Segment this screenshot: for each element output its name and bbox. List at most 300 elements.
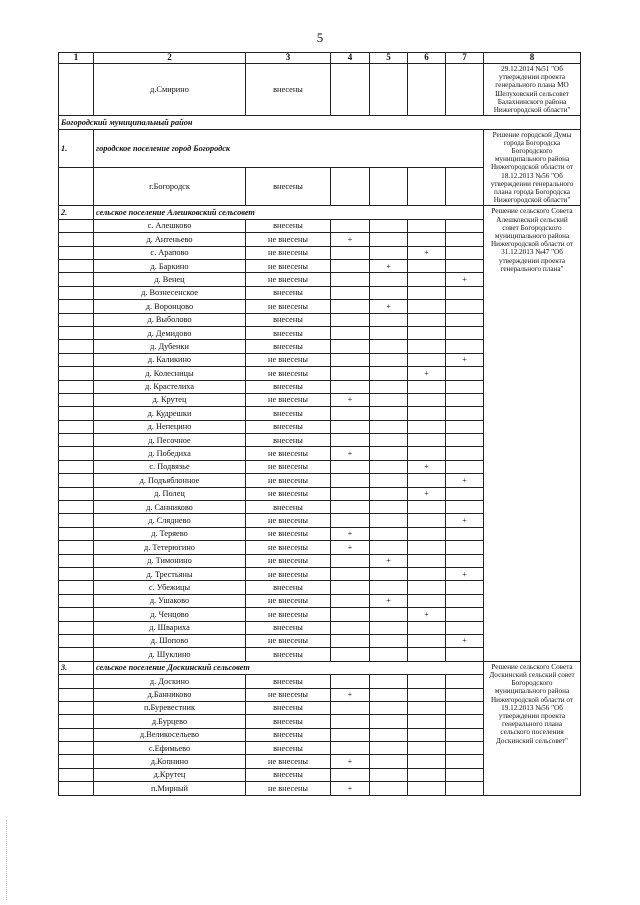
plus-mark xyxy=(370,326,408,339)
plus-mark xyxy=(408,273,446,286)
plus-mark xyxy=(446,487,484,500)
settlement-status: не внесены xyxy=(246,487,331,500)
section-header-row xyxy=(59,206,581,219)
row-number-cell xyxy=(59,782,94,795)
plus-mark xyxy=(408,541,446,554)
plus-mark xyxy=(408,688,446,701)
plus-mark xyxy=(370,501,408,514)
plus-mark xyxy=(408,420,446,433)
plus-mark xyxy=(446,460,484,473)
column-number-row xyxy=(59,53,581,64)
mark-cell xyxy=(331,64,370,116)
settlement-name: д. Теряево xyxy=(94,527,246,540)
settlement-status: не внесены xyxy=(246,300,331,313)
plus-mark xyxy=(408,300,446,313)
plus-mark xyxy=(446,594,484,607)
column-header: 4 xyxy=(331,53,370,64)
plus-mark: + xyxy=(408,246,446,259)
row-number-cell xyxy=(59,300,94,313)
plus-mark xyxy=(331,246,370,259)
plus-mark xyxy=(370,728,408,741)
plus-mark xyxy=(408,393,446,406)
plus-mark xyxy=(446,434,484,447)
section-title: сельское поселение Доскинский сельсовет xyxy=(94,661,484,674)
plus-mark xyxy=(331,300,370,313)
plus-mark: + xyxy=(331,755,370,768)
settlement-name: д.Копнино xyxy=(94,755,246,768)
column-header: 5 xyxy=(370,53,408,64)
plus-mark xyxy=(331,554,370,567)
column-header: 6 xyxy=(408,53,446,64)
row-number-cell xyxy=(59,715,94,728)
row-number-cell xyxy=(59,742,94,755)
plus-mark xyxy=(370,527,408,540)
settlement-name: д. Шуклино xyxy=(94,648,246,661)
plus-mark xyxy=(446,581,484,594)
settlement-status: внесены xyxy=(246,219,331,232)
plus-mark: + xyxy=(408,460,446,473)
plus-mark xyxy=(370,581,408,594)
plus-mark xyxy=(331,594,370,607)
table-row xyxy=(59,64,581,116)
settlement-name: с.Ефимьево xyxy=(94,742,246,755)
plus-mark xyxy=(408,313,446,326)
plus-mark xyxy=(331,286,370,299)
section-title: сельское поселение Алешковский сельсовет xyxy=(94,206,484,219)
row-number-cell xyxy=(59,581,94,594)
plus-mark xyxy=(370,367,408,380)
plus-mark xyxy=(446,675,484,688)
plus-mark xyxy=(370,340,408,353)
plus-mark xyxy=(370,742,408,755)
plus-mark: + xyxy=(370,260,408,273)
settlement-name: д. Полец xyxy=(94,487,246,500)
section-number: 1. xyxy=(59,129,94,167)
settlement-status: внесены xyxy=(246,313,331,326)
scan-edge-mark xyxy=(6,820,9,900)
mark-cell xyxy=(370,64,408,116)
row-number-cell xyxy=(59,768,94,781)
plus-mark xyxy=(331,501,370,514)
plus-mark xyxy=(370,168,408,206)
mark-cell xyxy=(446,64,484,116)
plus-mark xyxy=(408,527,446,540)
settlement-name: д. Песочное xyxy=(94,434,246,447)
settlement-name: д. Трестьяны xyxy=(94,567,246,580)
plus-mark xyxy=(408,514,446,527)
row-number-cell xyxy=(59,326,94,339)
settlement-name: д. Крутец xyxy=(94,393,246,406)
settlement-status: не внесены xyxy=(246,541,331,554)
row-number-cell xyxy=(59,621,94,634)
settlement-name: д. Непецино xyxy=(94,420,246,433)
plus-mark xyxy=(331,514,370,527)
plus-mark xyxy=(446,286,484,299)
row-number-cell xyxy=(59,688,94,701)
plus-mark xyxy=(446,168,484,206)
row-number-cell xyxy=(59,353,94,366)
row-number-cell xyxy=(59,487,94,500)
settlement-name: д. Сляднево xyxy=(94,514,246,527)
row-number-cell xyxy=(59,420,94,433)
row-number-cell xyxy=(59,393,94,406)
settlement-status: внесены xyxy=(246,715,331,728)
settlement-status: не внесены xyxy=(246,233,331,246)
plus-mark xyxy=(331,742,370,755)
plus-mark xyxy=(370,393,408,406)
settlement-name: д. Баркино xyxy=(94,260,246,273)
row-number-cell xyxy=(59,701,94,714)
settlement-status: не внесены xyxy=(246,755,331,768)
plus-mark: + xyxy=(446,474,484,487)
settlement-name: д. Санниково xyxy=(94,501,246,514)
section-number: 2. xyxy=(59,206,94,219)
plus-mark xyxy=(408,782,446,795)
plus-mark xyxy=(331,675,370,688)
plus-mark xyxy=(331,168,370,206)
plus-mark xyxy=(408,675,446,688)
plus-mark xyxy=(331,420,370,433)
settlement-status: внесены xyxy=(246,326,331,339)
settlement-name: д.Крутец xyxy=(94,768,246,781)
plus-mark xyxy=(331,487,370,500)
settlement-status: не внесены xyxy=(246,554,331,567)
plus-mark xyxy=(446,742,484,755)
plus-mark xyxy=(408,286,446,299)
settlement-status: внесены xyxy=(246,380,331,393)
settlement-status: внесены xyxy=(246,768,331,781)
plus-mark xyxy=(370,634,408,647)
settlement-status: не внесены xyxy=(246,608,331,621)
settlement-status: внесены xyxy=(246,581,331,594)
settlement-name: д. Антеньево xyxy=(94,233,246,246)
settlement-status: внесены xyxy=(246,286,331,299)
plus-mark xyxy=(331,407,370,420)
plus-mark xyxy=(408,755,446,768)
plus-mark xyxy=(370,286,408,299)
settlement-name: д. Дубенки xyxy=(94,340,246,353)
plus-mark xyxy=(370,675,408,688)
plus-mark xyxy=(446,701,484,714)
row-number-cell xyxy=(59,447,94,460)
settlements-table xyxy=(58,52,581,796)
plus-mark xyxy=(446,541,484,554)
plus-mark xyxy=(408,742,446,755)
settlement-name: д. Тимонино xyxy=(94,554,246,567)
plus-mark xyxy=(408,715,446,728)
row-number-cell xyxy=(59,380,94,393)
row-number-cell xyxy=(59,273,94,286)
settlement-name: д. Кудрешки xyxy=(94,407,246,420)
settlement-name: д. Воронцово xyxy=(94,300,246,313)
settlement-status: не внесены xyxy=(246,353,331,366)
row-number-cell xyxy=(59,434,94,447)
settlement-name: д. Доскино xyxy=(94,675,246,688)
section-header-row xyxy=(59,661,581,674)
plus-mark: + xyxy=(446,514,484,527)
plus-mark xyxy=(446,420,484,433)
plus-mark xyxy=(370,407,408,420)
settlement-name: д. Шопово xyxy=(94,634,246,647)
plus-mark xyxy=(446,527,484,540)
row-number-cell xyxy=(59,460,94,473)
plus-mark xyxy=(370,487,408,500)
plus-mark xyxy=(331,340,370,353)
settlement-status: не внесены xyxy=(246,260,331,273)
plus-mark xyxy=(446,621,484,634)
row-number-cell xyxy=(59,675,94,688)
decision-text: Решение городской Думы города Богородска Богородского муниципального района Нижегородской области от 18.12.2013 №56 "Об утверждении генерального плана города Богородска Нижегородской области" xyxy=(484,129,581,206)
plus-mark xyxy=(370,474,408,487)
settlement-status: не внесены xyxy=(246,634,331,647)
settlement-status: внесены xyxy=(246,648,331,661)
column-header: 3 xyxy=(246,53,331,64)
section-header-row xyxy=(59,129,581,167)
mark-cell xyxy=(408,64,446,116)
plus-mark xyxy=(370,353,408,366)
settlement-status: не внесены xyxy=(246,447,331,460)
settlement-name: д. Тетерюгино xyxy=(94,541,246,554)
row-number-cell xyxy=(59,407,94,420)
plus-mark xyxy=(370,460,408,473)
plus-mark: + xyxy=(408,608,446,621)
settlement-name: с. Арапово xyxy=(94,246,246,259)
plus-mark xyxy=(446,367,484,380)
plus-mark xyxy=(446,648,484,661)
plus-mark xyxy=(408,233,446,246)
plus-mark xyxy=(331,648,370,661)
settlement-status: внесены xyxy=(246,742,331,755)
plus-mark xyxy=(446,501,484,514)
plus-mark xyxy=(331,768,370,781)
row-number-cell xyxy=(59,728,94,741)
section-number: 3. xyxy=(59,661,94,674)
plus-mark: + xyxy=(331,541,370,554)
plus-mark xyxy=(331,634,370,647)
plus-mark: + xyxy=(370,554,408,567)
plus-mark xyxy=(408,648,446,661)
plus-mark xyxy=(370,420,408,433)
settlement-status: внесены xyxy=(246,728,331,741)
row-number-cell xyxy=(59,594,94,607)
plus-mark xyxy=(331,273,370,286)
plus-mark xyxy=(370,782,408,795)
settlement-status: внесены xyxy=(246,340,331,353)
plus-mark xyxy=(446,554,484,567)
settlement-name: д.Великосельево xyxy=(94,728,246,741)
row-number-cell xyxy=(59,246,94,259)
plus-mark xyxy=(331,567,370,580)
row-number-cell xyxy=(59,168,94,206)
plus-mark xyxy=(331,608,370,621)
row-number-cell xyxy=(59,554,94,567)
settlement-name: д.Смирино xyxy=(94,64,246,116)
settlement-name: с. Подвязье xyxy=(94,460,246,473)
row-number-cell xyxy=(59,474,94,487)
plus-mark: + xyxy=(446,634,484,647)
plus-mark xyxy=(331,581,370,594)
plus-mark: + xyxy=(446,567,484,580)
plus-mark xyxy=(408,260,446,273)
plus-mark xyxy=(331,313,370,326)
plus-mark xyxy=(408,728,446,741)
plus-mark xyxy=(408,219,446,232)
settlement-status: внесены xyxy=(246,168,331,206)
plus-mark xyxy=(331,701,370,714)
row-number-cell xyxy=(59,755,94,768)
settlement-name: д. Вознесенское xyxy=(94,286,246,299)
settlement-name: д. Крастелиха xyxy=(94,380,246,393)
plus-mark xyxy=(331,715,370,728)
column-header: 2 xyxy=(94,53,246,64)
plus-mark xyxy=(446,246,484,259)
plus-mark xyxy=(446,313,484,326)
column-header: 8 xyxy=(484,53,581,64)
plus-mark xyxy=(408,621,446,634)
plus-mark xyxy=(446,608,484,621)
settlement-status: внесены xyxy=(246,501,331,514)
plus-mark xyxy=(370,219,408,232)
plus-mark xyxy=(408,701,446,714)
plus-mark xyxy=(408,407,446,420)
settlement-name: д. Демидово xyxy=(94,326,246,339)
plus-mark xyxy=(446,447,484,460)
plus-mark xyxy=(446,219,484,232)
row-number-cell xyxy=(59,219,94,232)
row-number-cell xyxy=(59,501,94,514)
plus-mark xyxy=(370,648,408,661)
plus-mark: + xyxy=(331,782,370,795)
row-number-cell xyxy=(59,340,94,353)
plus-mark xyxy=(331,367,370,380)
settlement-name: д.Банниково xyxy=(94,688,246,701)
settlement-status: не внесены xyxy=(246,367,331,380)
settlement-status: внесены xyxy=(246,64,331,116)
plus-mark xyxy=(370,621,408,634)
row-number-cell xyxy=(59,233,94,246)
settlement-name: д. Венец xyxy=(94,273,246,286)
row-number-cell xyxy=(59,648,94,661)
plus-mark xyxy=(331,380,370,393)
plus-mark xyxy=(408,594,446,607)
row-number-cell xyxy=(59,514,94,527)
plus-mark xyxy=(370,233,408,246)
plus-mark: + xyxy=(331,393,370,406)
settlement-status: внесены xyxy=(246,434,331,447)
plus-mark xyxy=(408,768,446,781)
plus-mark xyxy=(370,688,408,701)
plus-mark xyxy=(370,541,408,554)
plus-mark xyxy=(331,260,370,273)
settlement-name: д. Победиха xyxy=(94,447,246,460)
plus-mark xyxy=(446,393,484,406)
settlement-name: д. Ченцово xyxy=(94,608,246,621)
district-row xyxy=(59,116,581,129)
settlement-name: г.Богородск xyxy=(94,168,246,206)
row-number-cell xyxy=(59,367,94,380)
plus-mark xyxy=(408,634,446,647)
settlement-status: внесены xyxy=(246,407,331,420)
plus-mark xyxy=(446,340,484,353)
page-number: 5 xyxy=(316,30,324,45)
plus-mark: + xyxy=(331,688,370,701)
row-number-cell xyxy=(59,608,94,621)
settlement-name: д. Колесницы xyxy=(94,367,246,380)
settlement-name: с. Убежицы xyxy=(94,581,246,594)
plus-mark xyxy=(370,701,408,714)
settlement-status: не внесены xyxy=(246,393,331,406)
plus-mark: + xyxy=(331,527,370,540)
settlement-name: с. Алешково xyxy=(94,219,246,232)
row-number-cell xyxy=(59,527,94,540)
settlement-name: д.Бурцево xyxy=(94,715,246,728)
section-title: городское поселение город Богородск xyxy=(94,129,484,167)
plus-mark xyxy=(446,755,484,768)
plus-mark xyxy=(408,567,446,580)
plus-mark xyxy=(331,621,370,634)
row-number-cell xyxy=(59,260,94,273)
settlement-name: п.Буревестник xyxy=(94,701,246,714)
row-number-cell xyxy=(59,64,94,116)
plus-mark xyxy=(331,219,370,232)
district-title: Богородский муниципальный район xyxy=(59,116,581,129)
column-header: 7 xyxy=(446,53,484,64)
plus-mark xyxy=(446,380,484,393)
settlement-status: внесены xyxy=(246,675,331,688)
decision-text: Решение сельского Совета Алешковский сельский совет Богородского муниципального района Нижегородской области от 31.12.2013 №47 "Об утверждении проекта генерального плана" xyxy=(484,206,581,661)
settlement-status: не внесены xyxy=(246,460,331,473)
decision-text: 29.12.2014 №51 "Об утверждении проекта генерального плана МО Шелуховский сельсовет Балахнинского района Нижегородской области" xyxy=(484,64,581,116)
plus-mark xyxy=(408,501,446,514)
row-number-cell xyxy=(59,286,94,299)
plus-mark xyxy=(446,260,484,273)
plus-mark xyxy=(408,168,446,206)
settlement-status: не внесены xyxy=(246,246,331,259)
plus-mark xyxy=(331,728,370,741)
plus-mark xyxy=(408,353,446,366)
plus-mark xyxy=(370,380,408,393)
plus-mark xyxy=(446,326,484,339)
plus-mark xyxy=(446,407,484,420)
plus-mark: + xyxy=(370,300,408,313)
plus-mark xyxy=(331,460,370,473)
settlement-name: п.Мирный xyxy=(94,782,246,795)
plus-mark xyxy=(370,715,408,728)
row-number-cell xyxy=(59,541,94,554)
plus-mark xyxy=(446,300,484,313)
plus-mark xyxy=(408,434,446,447)
plus-mark: + xyxy=(446,353,484,366)
settlement-name: д. Швариха xyxy=(94,621,246,634)
settlement-name: д. Ушаково xyxy=(94,594,246,607)
settlement-status: не внесены xyxy=(246,567,331,580)
plus-mark xyxy=(446,233,484,246)
settlement-name: д. Подъяблонное xyxy=(94,474,246,487)
settlement-status: не внесены xyxy=(246,782,331,795)
plus-mark xyxy=(408,326,446,339)
plus-mark xyxy=(370,768,408,781)
plus-mark xyxy=(408,447,446,460)
plus-mark xyxy=(370,313,408,326)
row-number-cell xyxy=(59,313,94,326)
plus-mark xyxy=(408,581,446,594)
plus-mark xyxy=(370,608,408,621)
settlement-status: внесены xyxy=(246,420,331,433)
plus-mark xyxy=(446,728,484,741)
column-header: 1 xyxy=(59,53,94,64)
plus-mark: + xyxy=(408,487,446,500)
plus-mark xyxy=(408,340,446,353)
